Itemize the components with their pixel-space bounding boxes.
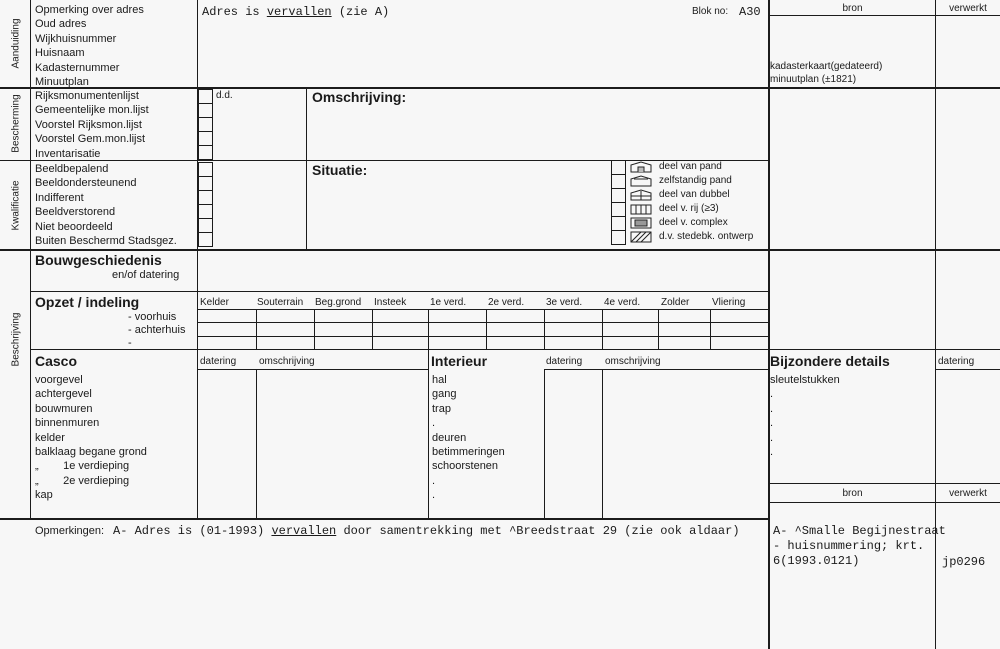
divider-bron-header — [770, 15, 1000, 16]
house-double-icon — [630, 189, 652, 201]
bijzondere-item: . — [770, 402, 774, 415]
situatie-option: deel van pand — [659, 161, 722, 172]
blok-value: A30 — [739, 5, 761, 19]
floor-header: Beg.grond — [315, 297, 362, 308]
floor-header: 3e verd. — [546, 297, 583, 308]
datering-header: datering — [546, 356, 583, 367]
bron-entry: minuutplan (±1821) — [770, 74, 857, 85]
interieur-item: . — [432, 474, 436, 487]
interieur-label: Interieur — [431, 353, 488, 369]
opzet-row-label: - — [128, 337, 132, 349]
floor-header: Zolder — [661, 297, 690, 308]
kwalificatie-fields — [35, 162, 177, 248]
checkbox[interactable] — [198, 218, 213, 233]
field-label: Opmerking over adres — [35, 4, 144, 16]
casco-item: „ 2e verdieping — [35, 474, 130, 487]
section-aanduiding: Aanduiding — [10, 18, 22, 69]
field-label: Beeldverstorend — [35, 206, 116, 219]
omschrijving-header: omschrijving — [259, 356, 315, 367]
divider-opmerkingen — [0, 518, 770, 520]
interieur-item: deuren — [432, 431, 467, 444]
floor-header: Insteek — [374, 297, 407, 308]
checkbox[interactable] — [611, 160, 626, 175]
checkbox[interactable] — [198, 204, 213, 219]
checkbox[interactable] — [611, 188, 626, 203]
field-label: Oud adres — [35, 18, 87, 31]
checkbox[interactable] — [198, 232, 213, 247]
checkbox[interactable] — [198, 89, 213, 104]
casco-items — [35, 373, 147, 503]
aanduiding-fields — [35, 3, 144, 89]
checkbox[interactable] — [198, 176, 213, 191]
checkbox[interactable] — [198, 117, 213, 132]
column-bron — [768, 0, 770, 649]
field-label: Voorstel Gem.mon.lijst — [35, 133, 146, 146]
verwerkt-value: jp0296 — [942, 555, 986, 569]
casco-label: Casco — [35, 353, 78, 369]
checkbox[interactable] — [198, 162, 213, 177]
field-label: Kadasternummer — [35, 61, 120, 74]
datering-header: datering — [938, 356, 975, 367]
opmerkingen-bron — [773, 524, 946, 569]
floor-header: 4e verd. — [604, 297, 641, 308]
floor-header: 1e verd. — [430, 297, 467, 308]
divider-opzet — [30, 349, 1000, 350]
checkbox[interactable] — [198, 131, 213, 146]
interieur-item: . — [432, 417, 436, 430]
bron-header: bron — [842, 488, 863, 499]
bijzondere-item: sleutelstukken — [770, 374, 840, 386]
field-label: Niet beoordeeld — [35, 220, 113, 233]
omschrijving-header: omschrijving — [605, 356, 661, 367]
divider-kwalificatie — [0, 249, 1000, 251]
bijzondere-item: . — [770, 431, 774, 444]
interieur-item: schoorstenen — [432, 460, 499, 473]
bron-line: 6(1993.0121) — [773, 554, 860, 568]
blok-label: Blok no: — [692, 6, 729, 17]
bijzondere-label: Bijzondere details — [770, 353, 890, 369]
bijzondere-items — [770, 373, 840, 459]
opzet-row-label: - achterhuis — [128, 324, 186, 336]
datering-sublabel: en/of datering — [112, 269, 180, 281]
omschrijving-label: Omschrijving: — [312, 89, 407, 105]
situatie-option: zelfstandig pand — [659, 175, 732, 186]
datering-header: datering — [200, 356, 237, 367]
field-label: Inventarisatie — [35, 147, 101, 160]
bron-header: bron — [842, 3, 863, 14]
floor-header: Vliering — [712, 297, 746, 308]
bescherming-fields — [35, 89, 149, 161]
house-standalone-icon — [630, 175, 652, 187]
casco-item: kap — [35, 489, 53, 502]
divider-bron2-header — [770, 502, 1000, 503]
bijzondere-item: . — [770, 417, 774, 430]
field-label: Gemeentelijke mon.lijst — [35, 104, 149, 117]
checkbox[interactable] — [198, 103, 213, 118]
bijzondere-item: . — [770, 445, 774, 458]
checkbox[interactable] — [198, 190, 213, 205]
checkbox[interactable] — [198, 145, 213, 160]
verwerkt-header: verwerkt — [949, 488, 987, 499]
bron-entry: kadasterkaart(gedateerd) — [770, 61, 883, 72]
bouwgeschiedenis-label: Bouwgeschiedenis — [35, 252, 162, 268]
field-label: Voorstel Rijksmon.lijst — [35, 118, 142, 131]
interieur-item: trap — [432, 402, 451, 415]
column-306 — [306, 88, 307, 249]
section-label-column — [30, 0, 31, 518]
adres-note: Adres is vervallen (zie A) — [202, 5, 390, 19]
field-label: Minuutplan — [35, 75, 89, 88]
casco-item: kelder — [35, 431, 65, 444]
house-complex-icon — [630, 217, 652, 229]
situatie-option: deel v. rij (≥3) — [659, 203, 719, 214]
field-label: Buiten Beschermd Stadsgez. — [35, 234, 177, 247]
opmerkingen-text: A- Adres is (01-1993) vervallen door samentrekking met ^Breedstraat 29 (zie ook aldaar) — [113, 524, 740, 538]
situatie-option: d.v. stedebk. ontwerp — [659, 231, 754, 242]
divider-aanduiding — [0, 87, 1000, 89]
casco-item: bouwmuren — [35, 402, 93, 415]
opzet-label: Opzet / indeling — [35, 294, 140, 310]
situatie-option: deel van dubbel — [659, 189, 730, 200]
casco-item: achtergevel — [35, 388, 92, 401]
house-row-icon — [630, 203, 652, 215]
field-label: Huisnaam — [35, 47, 85, 60]
floor-header: Souterrain — [257, 297, 304, 308]
opzet-row-label: - voorhuis — [128, 311, 177, 323]
checkbox[interactable] — [611, 202, 626, 217]
interieur-item: . — [432, 489, 436, 502]
field-label: Beeldondersteunend — [35, 177, 137, 190]
checkbox[interactable] — [611, 216, 626, 231]
casco-item: binnenmuren — [35, 417, 100, 430]
bron-line: A- ^Smalle Begijnestraat — [773, 524, 946, 538]
field-label: Indifferent — [35, 191, 84, 204]
checkbox[interactable] — [611, 174, 626, 189]
interieur-item: betimmeringen — [432, 445, 505, 458]
opmerkingen-label: Opmerkingen: — [35, 525, 105, 537]
bijzondere-item: . — [770, 388, 774, 401]
house-part-icon — [630, 161, 652, 173]
field-label: Wijkhuisnummer — [35, 32, 117, 45]
casco-item: „ 1e verdieping — [35, 460, 130, 473]
section-kwalificatie: Kwalificatie — [10, 180, 22, 231]
situatie-option: deel v. complex — [659, 217, 728, 228]
section-bescherming: Bescherming — [10, 94, 22, 153]
casco-item: voorgevel — [35, 374, 83, 386]
floor-header: Kelder — [200, 297, 229, 308]
casco-item: balklaag begane grond — [35, 445, 147, 458]
divider-bouwgeschiedenis — [30, 291, 770, 292]
checkbox[interactable] — [611, 230, 626, 245]
section-beschrijving: Beschrijving — [10, 312, 22, 367]
dd-label: d.d. — [216, 90, 233, 101]
field-label: Beeldbepalend — [35, 163, 109, 175]
verwerkt-header: verwerkt — [949, 3, 987, 14]
field-label: Rijksmonumentenlijst — [35, 90, 139, 102]
urban-design-icon — [630, 231, 652, 243]
divider-bron2 — [770, 483, 1000, 484]
interieur-item: hal — [432, 374, 447, 386]
floor-header: 2e verd. — [488, 297, 525, 308]
situatie-label: Situatie: — [312, 162, 368, 178]
interieur-item: gang — [432, 388, 457, 401]
interieur-items — [432, 373, 505, 503]
bron-line: - huisnummering; krt. — [773, 539, 925, 553]
